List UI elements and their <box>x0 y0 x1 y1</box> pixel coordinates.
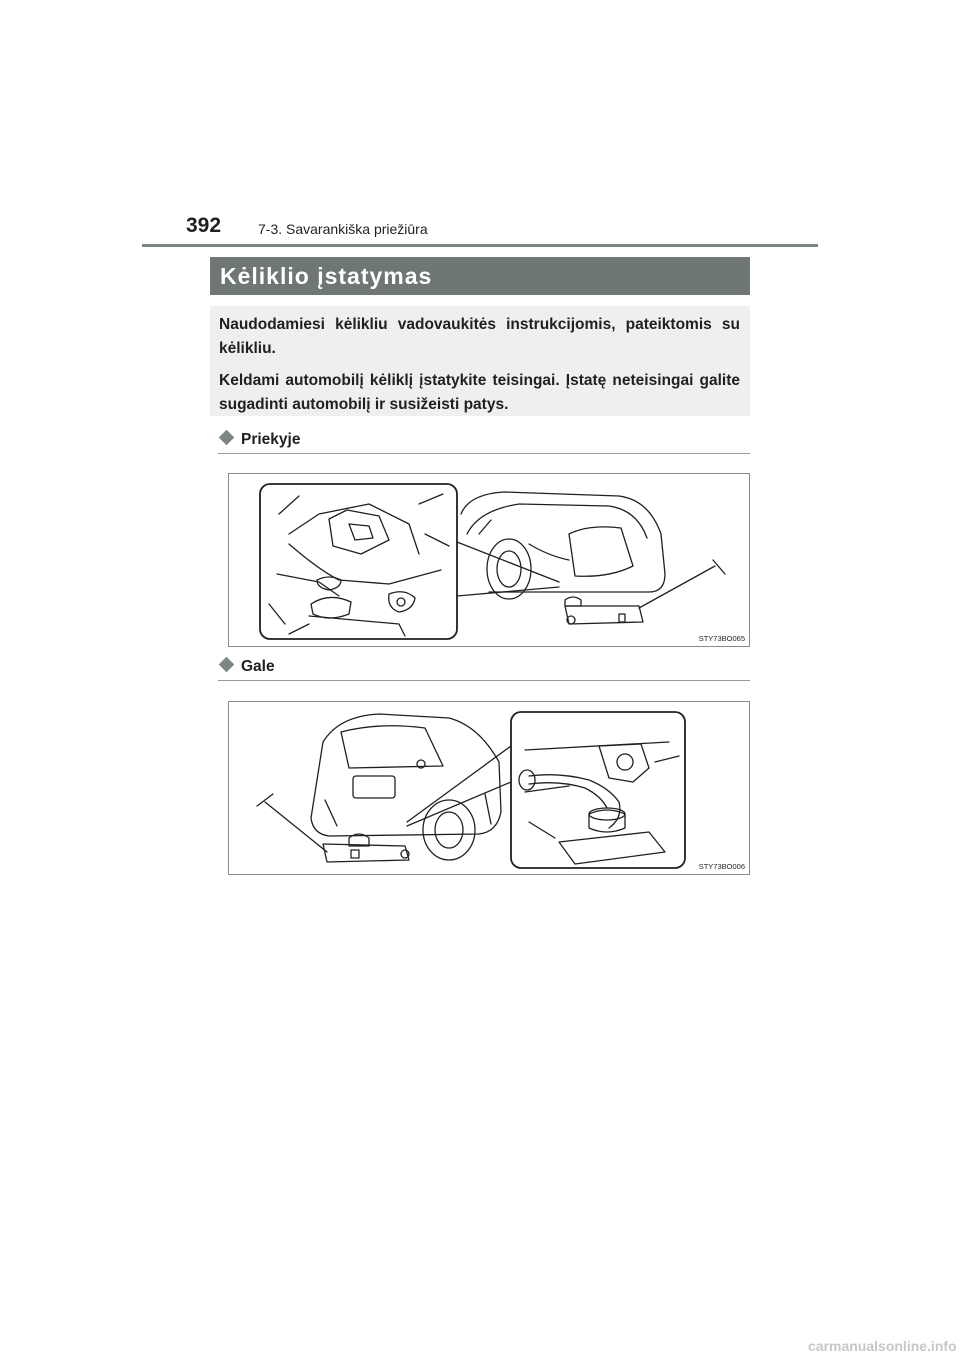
figure-rear-jack <box>228 701 750 875</box>
front-jack-illustration <box>229 474 751 648</box>
header-rule <box>142 244 818 247</box>
page-number: 392 <box>186 214 222 237</box>
footer-watermark: carmanualsonline.info <box>808 1338 957 1354</box>
figure-code: STY73BO065 <box>698 634 745 643</box>
intro-paragraph-1: Naudodamiesi kėlikliu vadovaukitės instrukcijomis, pateiktomis su kėlikliu. <box>219 316 740 357</box>
section-heading-label: Gale <box>241 658 275 675</box>
rear-jack-illustration <box>229 702 751 876</box>
section-heading-label: Priekyje <box>241 431 301 448</box>
running-head: 7-3. Savarankiška priežiūra <box>258 221 428 237</box>
diamond-bullet-icon <box>219 430 235 446</box>
page-title: Kėliklio įstatymas <box>210 257 750 295</box>
section-heading-rear <box>218 658 750 681</box>
section-heading-front <box>218 431 750 454</box>
figure-front-jack <box>228 473 750 647</box>
diamond-bullet-icon <box>219 657 235 673</box>
intro-paragraph-2: Keldami automobilį kėliklį įstatykite teisingai. Įstatę neteisingai galite sugadinti automobilį ir susižeisti patys. <box>219 372 740 413</box>
intro-box <box>210 306 750 416</box>
figure-code: STY73BO006 <box>698 862 745 871</box>
